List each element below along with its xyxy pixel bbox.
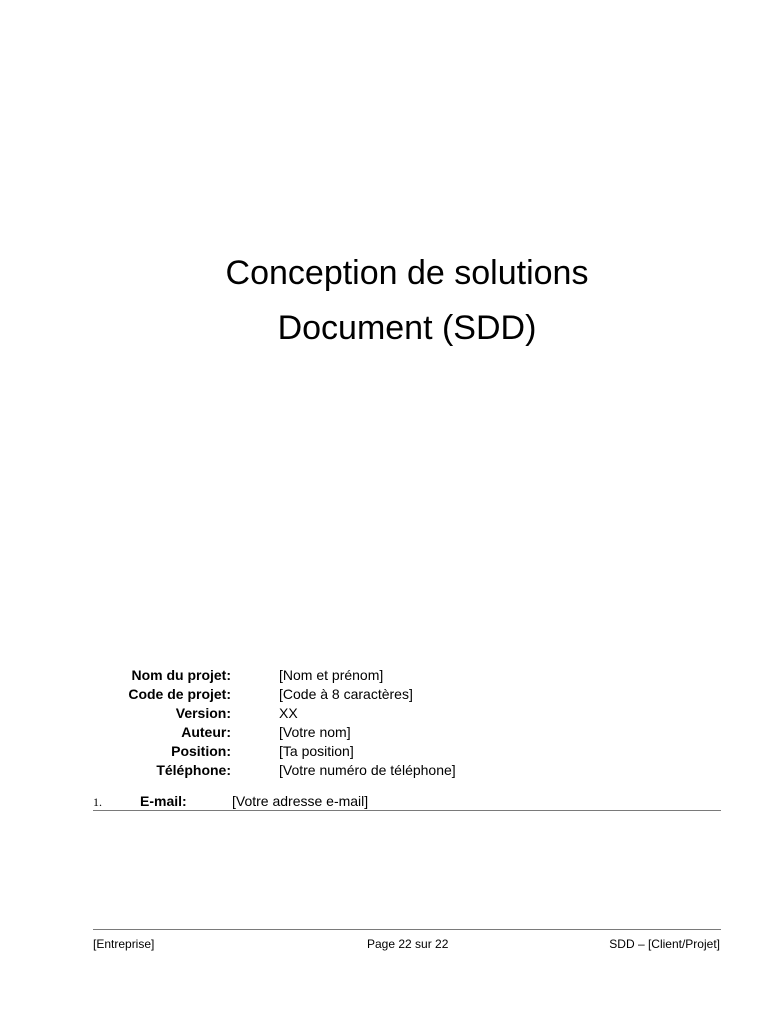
title-line-2: Document (SDD) [277, 309, 537, 347]
info-value: [Ta position] [279, 743, 354, 759]
footer-page-number: Page 22 sur 22 [367, 937, 449, 951]
info-row-phone [0, 761, 768, 780]
info-row-email [93, 792, 721, 811]
info-label: Version: [175, 705, 231, 721]
info-row-author [0, 723, 768, 742]
info-row-project-name [0, 666, 768, 685]
info-row-position [0, 742, 768, 761]
list-number: 1. [93, 795, 102, 809]
info-label: Position: [171, 743, 231, 759]
info-value: [Code à 8 caractères] [279, 686, 413, 702]
email-label: E-mail: [140, 793, 187, 809]
page-footer [93, 929, 721, 952]
info-value: XX [279, 705, 298, 721]
info-label: Code de projet: [128, 686, 231, 702]
info-value: [Votre numéro de téléphone] [279, 762, 456, 778]
info-label: Auteur: [181, 724, 231, 740]
footer-company: [Entreprise] [93, 937, 155, 951]
footer-doc-ref: SDD – [Client/Projet] [609, 937, 720, 951]
info-row-version [0, 704, 768, 723]
document-title [0, 246, 768, 356]
info-row-project-code [0, 685, 768, 704]
email-value: [Votre adresse e-mail] [232, 793, 369, 809]
info-value: [Votre nom] [279, 724, 351, 740]
info-label: Téléphone: [156, 762, 231, 778]
title-line-1: Conception de solutions [225, 254, 589, 292]
info-label: Nom du projet: [131, 667, 231, 683]
info-value: [Nom et prénom] [279, 667, 384, 683]
